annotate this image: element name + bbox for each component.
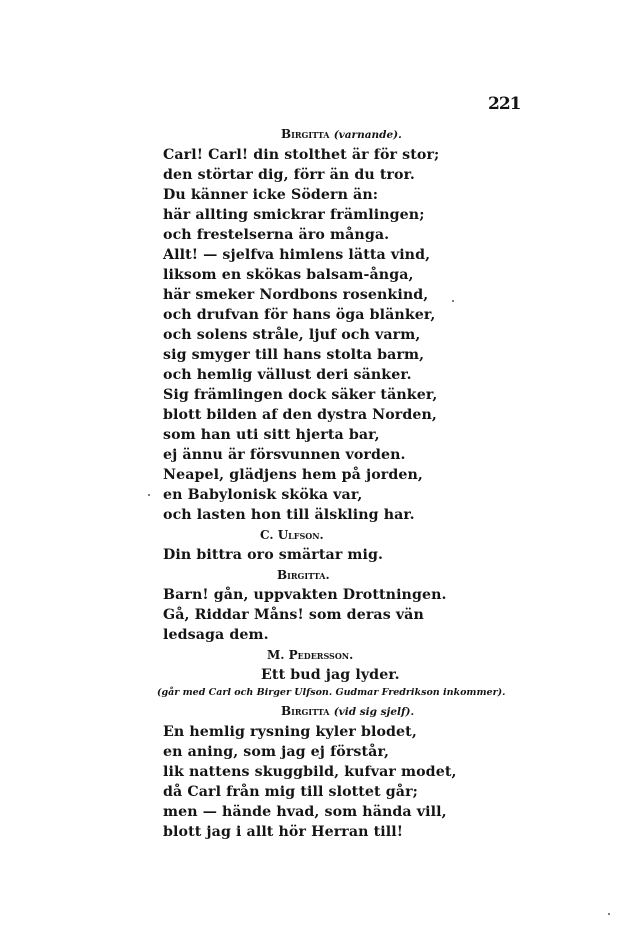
paper-speck [148, 494, 150, 496]
speaker-note: (vid sig sjelf). [333, 706, 415, 718]
speaker-note: (varnande). [333, 129, 402, 141]
verse-line: Barn! gån, uppvakten Drottningen. [163, 587, 447, 603]
speaker-name: M. Pedersson. [267, 648, 354, 662]
verse-line: och hemlig vällust deri sänker. [163, 367, 412, 383]
verse-line: liksom en skökas balsam-ånga, [163, 267, 414, 283]
verse-line: den störtar dig, förr än du tror. [163, 167, 415, 183]
verse-line: En hemlig rysning kyler blodet, [163, 724, 417, 740]
verse-line: en aning, som jag ej förstår, [163, 744, 390, 760]
verse-line: och lasten hon till älskling har. [163, 507, 415, 523]
verse-line: blott bilden af den dystra Norden, [163, 407, 437, 423]
verse-line: Ett bud jag lyder. [261, 667, 400, 683]
verse-line: och solens stråle, ljuf och varm, [163, 327, 421, 343]
verse-line: här allting smickrar främlingen; [163, 207, 425, 223]
speaker-birgitta [163, 701, 463, 722]
verse-block-2 [163, 585, 463, 645]
verse-line: Neapel, glädjens hem på jorden, [163, 467, 423, 483]
verse-line: ej ännu är försvunnen vorden. [163, 447, 406, 463]
verse-line: Sig främlingen dock säker tänker, [163, 387, 438, 403]
page-number: 221 [488, 94, 521, 114]
verse-line: blott jag i allt hör Herran till! [163, 824, 404, 840]
speaker-name: C. Ulfson. [260, 528, 324, 542]
verse-line: då Carl från mig till slottet går; [163, 784, 418, 800]
stage-direction: (går med Carl och Birger Ulfson. Gudmar Fredrikson inkommer). [157, 687, 506, 698]
verse-line: en Babylonisk sköka var, [163, 487, 363, 503]
speaker-ulfson [163, 525, 463, 545]
speaker-birgitta [163, 565, 463, 585]
verse-line: och drufvan för hans öga blänker, [163, 307, 436, 323]
verse-line: lik nattens skuggbild, kufvar modet, [163, 764, 457, 780]
speaker-pedersson [163, 645, 463, 665]
paper-speck [608, 913, 610, 915]
verse-line: ledsaga dem. [163, 627, 269, 643]
speaker-birgitta [163, 124, 463, 145]
verse-block-3 [163, 722, 463, 842]
speaker-name: Birgitta. [277, 568, 330, 582]
verse-line: och frestelserna äro många. [163, 227, 390, 243]
verse-line: men — hände hvad, som hända vill, [163, 804, 447, 820]
verse-line: Allt! — sjelfva himlens lätta vind, [163, 247, 431, 263]
verse-line: Gå, Riddar Måns! som deras vän [163, 607, 424, 623]
verse-block-1 [163, 145, 463, 525]
verse-line: som han uti sitt hjerta bar, [163, 427, 380, 443]
verse-line: Din bittra oro smärtar mig. [163, 547, 384, 563]
verse-line: sig smyger till hans stolta barm, [163, 347, 425, 363]
play-text [157, 124, 506, 842]
verse-line: Du känner icke Södern än: [163, 187, 379, 203]
verse-line: här smeker Nordbons rosenkind, [163, 287, 429, 303]
verse-line: Carl! Carl! din stolthet är för stor; [163, 147, 440, 163]
speaker-name: Birgitta [281, 127, 330, 141]
speaker-name: Birgitta [281, 704, 330, 718]
paper-speck [452, 300, 454, 302]
